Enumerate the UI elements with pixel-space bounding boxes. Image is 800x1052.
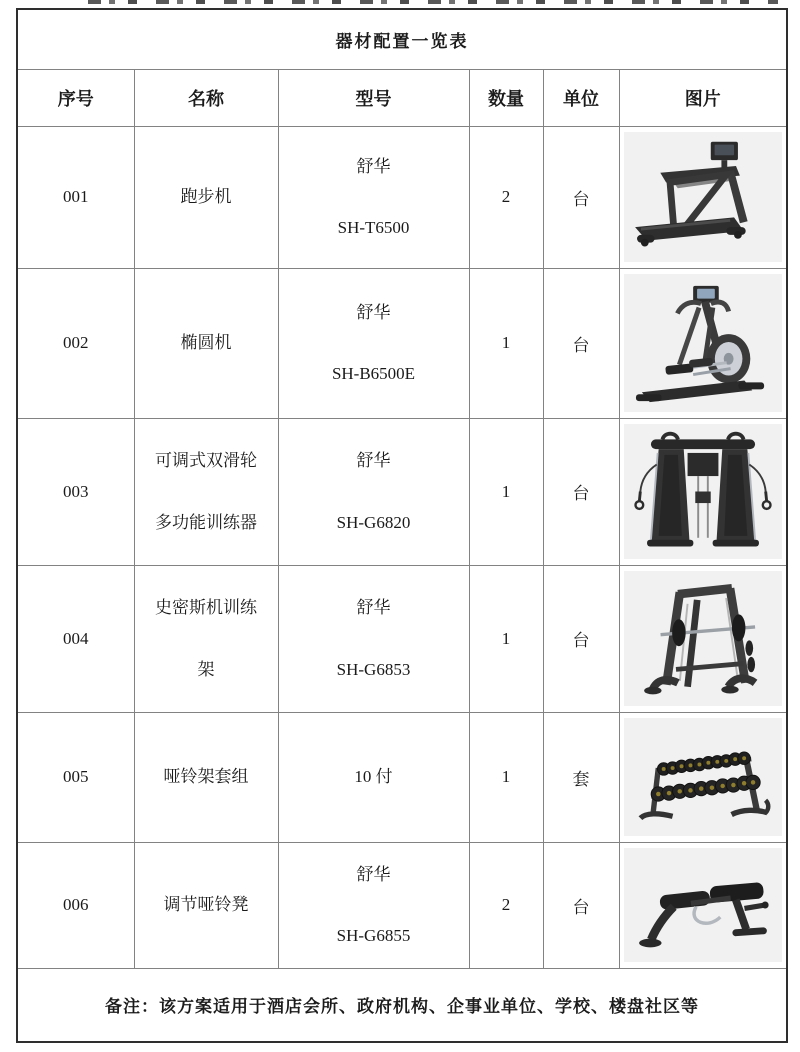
row-name-cell: [134, 842, 278, 968]
table-row: [17, 712, 787, 842]
col-header-name: 名称: [134, 69, 278, 126]
row-no: 002: [17, 268, 134, 418]
row-qty: 1: [469, 268, 543, 418]
cell-line: 调节哑铃凳: [163, 895, 249, 915]
cell-line: 舒华: [356, 598, 391, 618]
row-unit: 台: [543, 565, 619, 712]
cell-line: SH-G6820: [336, 512, 411, 532]
row-model: [279, 864, 469, 947]
row-qty: 2: [469, 126, 543, 268]
cell-line: 多功能训练器: [155, 512, 257, 532]
remarks-note: 备注：该方案适用于酒店会所、政府机构、企事业单位、学校、楼盘社区等: [17, 968, 787, 1042]
row-photo-cell: [619, 842, 787, 968]
row-name-cell: [134, 126, 278, 268]
adjustable-bench-image: [624, 848, 782, 962]
cell-line: 架: [197, 659, 215, 679]
row-photo: [620, 571, 787, 706]
row-qty: 1: [469, 418, 543, 565]
row-name: [135, 332, 278, 353]
table-row: [17, 418, 787, 565]
cell-line: 舒华: [356, 451, 391, 471]
cell-line: 10 付: [354, 767, 393, 787]
row-name-cell: [134, 565, 278, 712]
col-header-number: 序号: [17, 69, 134, 126]
row-photo-cell: [619, 268, 787, 418]
row-name-cell: [134, 268, 278, 418]
row-photo: [620, 848, 787, 962]
row-qty: 2: [469, 842, 543, 968]
row-model-cell: [278, 565, 469, 712]
cell-line: SH-G6853: [336, 659, 411, 679]
col-header-model: 型号: [278, 69, 469, 126]
cell-line: 舒华: [356, 864, 391, 884]
row-photo: [620, 424, 787, 559]
row-unit: 台: [543, 126, 619, 268]
cell-line: 跑步机: [180, 187, 232, 207]
header-row: [17, 69, 787, 126]
treadmill-image: [624, 132, 782, 262]
cell-line: 椭圆机: [180, 333, 232, 353]
row-photo: [620, 132, 787, 262]
equipment-config-table: [16, 8, 788, 1043]
row-unit: 台: [543, 268, 619, 418]
col-header-picture: 图片: [619, 69, 787, 126]
row-model: [279, 766, 469, 787]
row-qty: 1: [469, 712, 543, 842]
row-name-cell: [134, 418, 278, 565]
dumbbell-rack-image: [624, 718, 782, 836]
row-no: 001: [17, 126, 134, 268]
row-photo-cell: [619, 418, 787, 565]
row-unit: 台: [543, 842, 619, 968]
row-name: [135, 597, 278, 680]
cell-line: 舒华: [356, 302, 391, 322]
row-name: [135, 450, 278, 533]
smith-machine-image: [624, 571, 782, 706]
table-row: [17, 126, 787, 268]
row-photo: [620, 718, 787, 836]
row-no: 006: [17, 842, 134, 968]
row-model-cell: [278, 712, 469, 842]
row-photo-cell: [619, 565, 787, 712]
row-model-cell: [278, 268, 469, 418]
row-model-cell: [278, 126, 469, 268]
row-name: [135, 766, 278, 787]
row-model: [279, 302, 469, 385]
row-no: 004: [17, 565, 134, 712]
cell-line: 史密斯机训练: [155, 598, 257, 618]
table-title: 器材配置一览表: [17, 9, 787, 69]
row-no: 005: [17, 712, 134, 842]
table-row: [17, 565, 787, 712]
cropped-text-fragments: [88, 0, 778, 4]
cell-line: SH-G6855: [336, 926, 411, 945]
row-photo-cell: [619, 712, 787, 842]
col-header-quantity: 数量: [469, 69, 543, 126]
row-qty: 1: [469, 565, 543, 712]
cell-line: 可调式双滑轮: [155, 451, 257, 471]
row-name-cell: [134, 712, 278, 842]
functional-trainer-image: [624, 424, 782, 559]
cell-line: SH-T6500: [337, 218, 410, 237]
row-unit: 台: [543, 418, 619, 565]
row-unit: 套: [543, 712, 619, 842]
cell-line: SH-B6500E: [331, 364, 416, 383]
row-name: [135, 894, 278, 915]
table-row: [17, 268, 787, 418]
col-header-unit: 单位: [543, 69, 619, 126]
row-model-cell: [278, 418, 469, 565]
row-photo-cell: [619, 126, 787, 268]
row-model: [279, 450, 469, 533]
elliptical-image: [624, 274, 782, 412]
row-model-cell: [278, 842, 469, 968]
row-photo: [620, 274, 787, 412]
row-model: [279, 597, 469, 680]
row-model: [279, 156, 469, 239]
row-no: 003: [17, 418, 134, 565]
row-name: [135, 186, 278, 207]
cell-line: 舒华: [356, 156, 391, 176]
cell-line: 哑铃架套组: [163, 767, 249, 787]
table-row: [17, 842, 787, 968]
